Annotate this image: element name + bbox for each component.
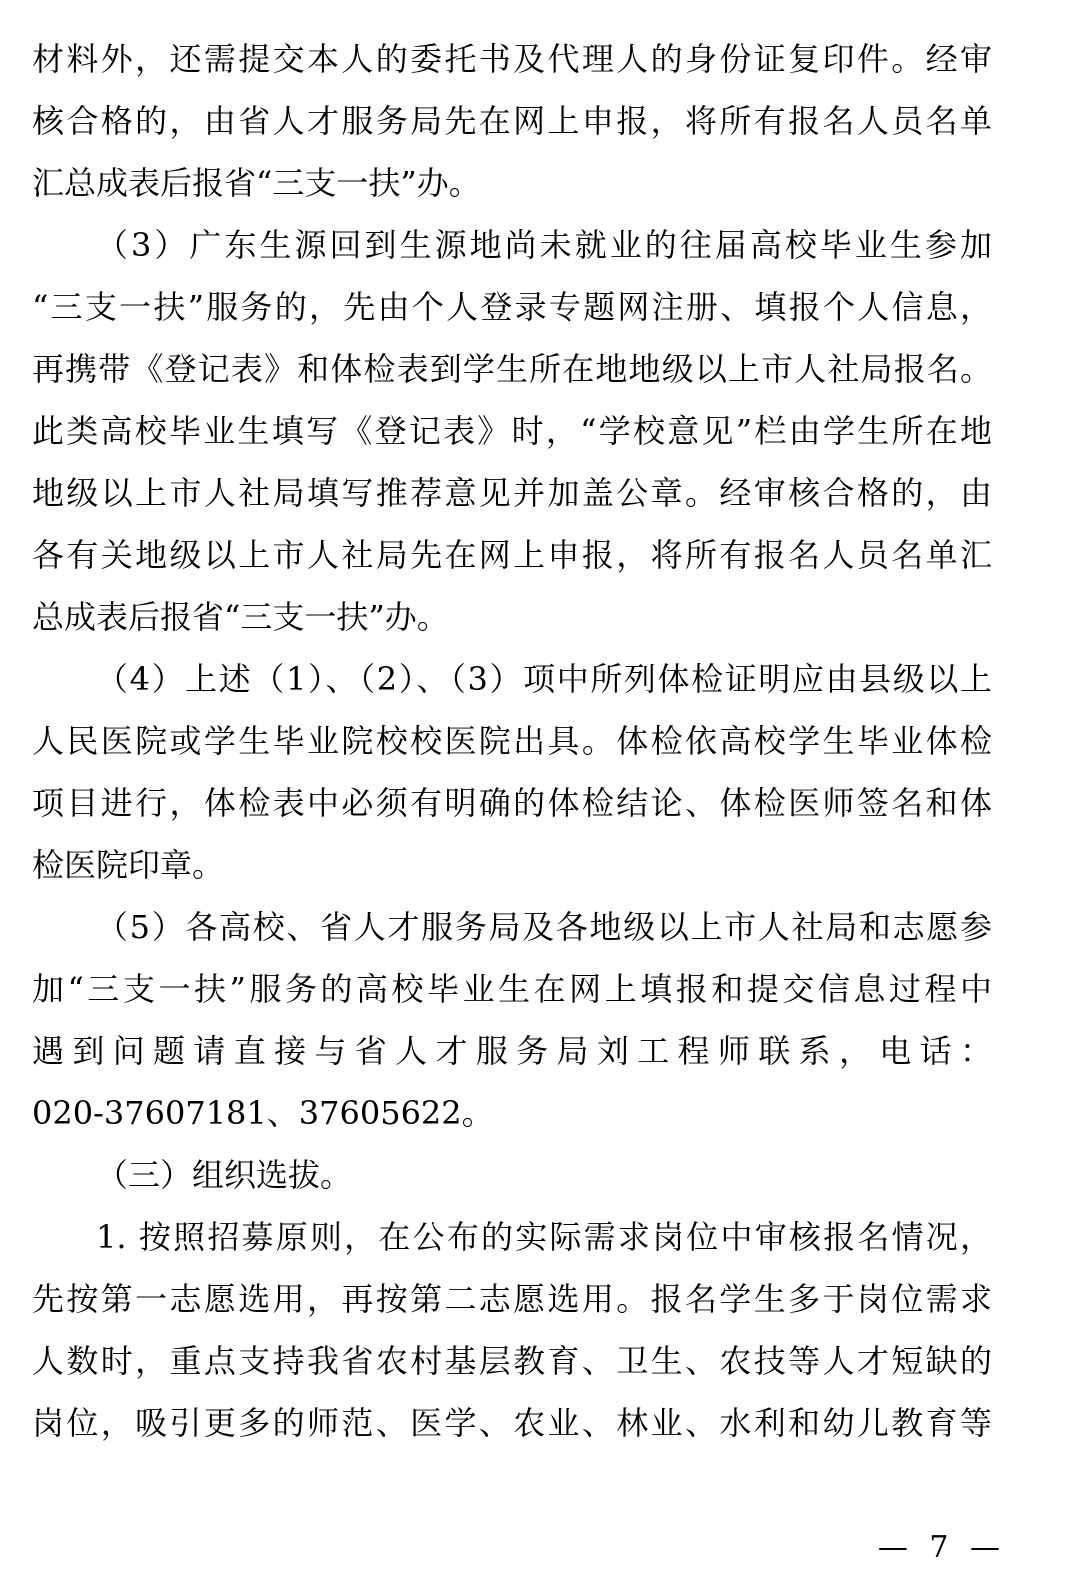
paragraph-continuation [32, 28, 992, 214]
text-line: 岗位，吸引更多的师范、医学、农业、林业、水利和幼儿教育等 [32, 1404, 992, 1442]
text-line: 核合格的，由省人才服务局先在网上申报，将所有报名人员名单 [32, 102, 992, 140]
paragraph-item-5 [32, 896, 992, 1144]
text-line: 020-37607181、37605622。 [32, 1094, 494, 1132]
text-line: 1. 按照招募原则，在公布的实际需求岗位中审核报名情况， [96, 1218, 992, 1256]
text-line: 总成表后报省“三支一扶”办。 [32, 598, 449, 636]
text-line: 遇到问题请直接与省人才服务局刘工程师联系，电话： [32, 1032, 992, 1070]
text-line: （5）各高校、省人才服务局及各地级以上市人社局和志愿参 [96, 908, 992, 946]
text-line: 此类高校毕业生填写《登记表》时，“学校意见”栏由学生所在地 [32, 412, 992, 450]
page-number: — 7 — [877, 1530, 1006, 1565]
text-line: （4）上述（1）、（2）、（3）项中所列体检证明应由县级以上 [96, 660, 992, 698]
text-line: 材料外，还需提交本人的委托书及代理人的身份证复印件。经审 [32, 40, 992, 78]
text-line: 再携带《登记表》和体检表到学生所在地地级以上市人社局报名。 [32, 350, 992, 388]
text-line: 加“三支一扶”服务的高校毕业生在网上填报和提交信息过程中 [32, 970, 992, 1008]
text-line: 汇总成表后报省“三支一扶”办。 [32, 164, 481, 202]
text-line: 地级以上市人社局填写推荐意见并加盖公章。经审核合格的，由 [32, 474, 992, 512]
paragraph-item-4 [32, 648, 992, 896]
section-heading [32, 1144, 992, 1206]
text-line: 各有关地级以上市人社局先在网上申报，将所有报名人员名单汇 [32, 536, 992, 574]
text-line: “三支一扶”服务的，先由个人登录专题网注册、填报个人信息， [32, 288, 992, 326]
paragraph-item-3 [32, 214, 992, 648]
text-line: 检医院印章。 [32, 846, 225, 884]
text-line: 人民医院或学生毕业院校校医院出具。体检依高校学生毕业体检 [32, 722, 992, 760]
text-line: （3）广东生源回到生源地尚未就业的往届高校毕业生参加 [96, 226, 992, 264]
heading-line: （三）组织选拔。 [96, 1156, 353, 1194]
document-page [32, 28, 992, 1454]
text-line: 项目进行，体检表中必须有明确的体检结论、体检医师签名和体 [32, 784, 992, 822]
paragraph-numbered-1 [32, 1206, 992, 1454]
text-line: 人数时，重点支持我省农村基层教育、卫生、农技等人才短缺的 [32, 1342, 992, 1380]
text-line: 先按第一志愿选用，再按第二志愿选用。报名学生多于岗位需求 [32, 1280, 992, 1318]
